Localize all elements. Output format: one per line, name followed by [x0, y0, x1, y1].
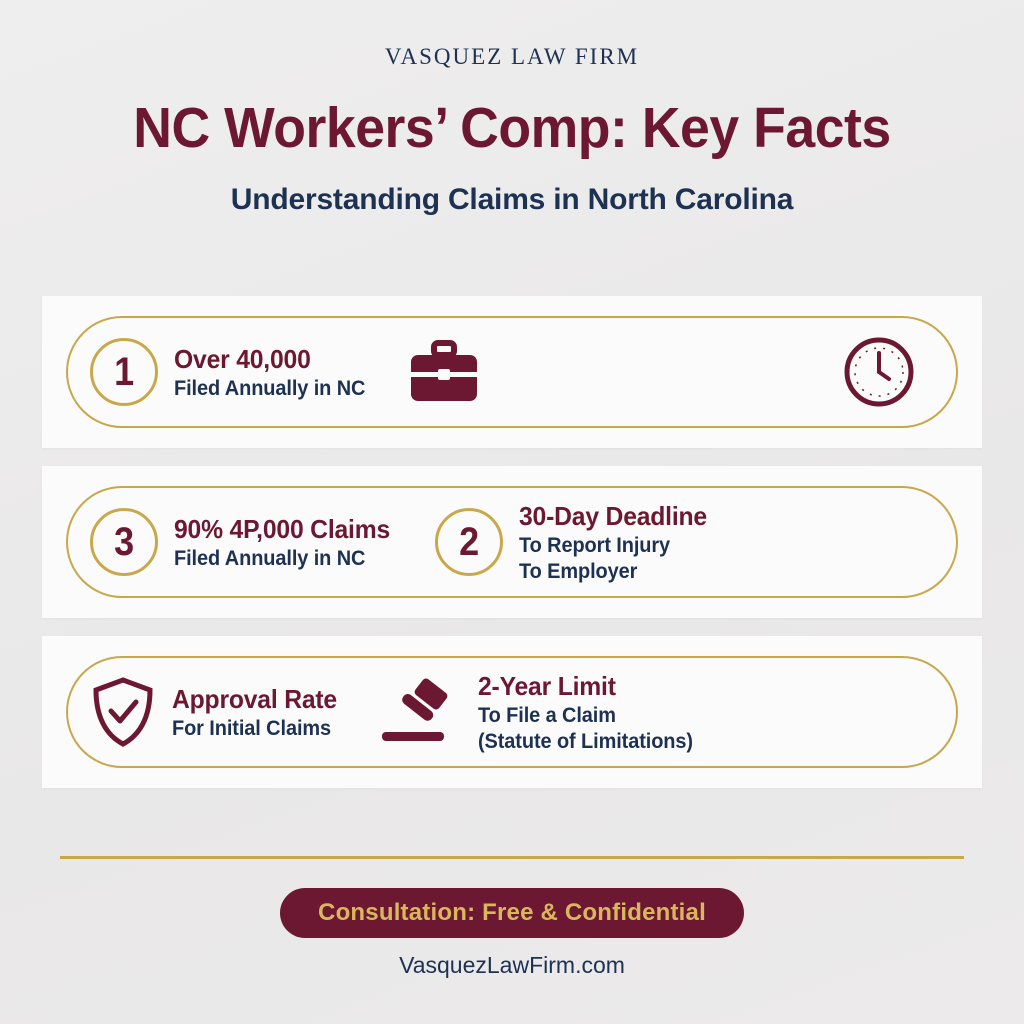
clock-icon: [842, 335, 916, 409]
page-title: NC Workers’ Comp: Key Facts: [133, 96, 891, 160]
fact-headline: 30-Day Deadline: [519, 500, 708, 531]
fact-headline: 90% 4P,000 Claims: [174, 513, 391, 544]
fact-text: [174, 344, 375, 401]
fact-panel-inner: [66, 656, 958, 768]
fact-subline-secondary: To Employer: [519, 559, 638, 583]
fact-subline: For Initial Claims: [172, 716, 332, 740]
fact-item: [90, 508, 401, 576]
fact-panel-inner: [66, 486, 958, 598]
fact-number-badge: [435, 508, 503, 576]
fact-number-badge: [90, 508, 158, 576]
fact-item: [90, 675, 346, 749]
website-url[interactable]: VasquezLawFirm.com: [399, 952, 625, 978]
cta-container: [0, 888, 1024, 938]
fact-panel: [42, 636, 982, 788]
fact-text: [478, 671, 704, 754]
fact-number: 1: [113, 350, 135, 394]
fact-number-badge: [90, 338, 158, 406]
fact-headline: 2-Year Limit: [477, 670, 616, 701]
fact-panels: [42, 296, 982, 806]
fact-item: [435, 501, 717, 584]
fact-panel: [42, 466, 982, 618]
fact-item: [376, 671, 704, 754]
fact-subline: Filed Annually in NC: [174, 376, 366, 400]
firm-name: VASQUEZ LAW FIRM: [384, 44, 640, 69]
fact-panel-inner: [66, 316, 958, 428]
fact-item: [90, 338, 483, 406]
gavel-icon: [376, 678, 462, 746]
fact-subline: To Report Injury: [519, 533, 671, 557]
footer-divider: [60, 856, 964, 859]
fact-number: 2: [459, 520, 480, 564]
fact-text: [172, 684, 346, 741]
fact-subline-secondary: (Statute of Limitations): [477, 729, 693, 753]
briefcase-icon: [405, 339, 483, 405]
fact-text: [519, 501, 717, 584]
fact-headline: Over 40,000: [174, 343, 311, 374]
fact-panel: [42, 296, 982, 448]
fact-subline: Filed Annually in NC: [174, 546, 366, 570]
fact-text: [174, 514, 401, 571]
page-subtitle: Understanding Claims in North Carolina: [230, 183, 794, 216]
shield-check-icon: [90, 675, 156, 749]
fact-headline: Approval Rate: [172, 683, 337, 714]
consultation-button[interactable]: Consultation: Free & Confidential: [280, 888, 744, 938]
fact-subline: To File a Claim: [477, 703, 616, 727]
fact-number: 3: [113, 520, 135, 564]
